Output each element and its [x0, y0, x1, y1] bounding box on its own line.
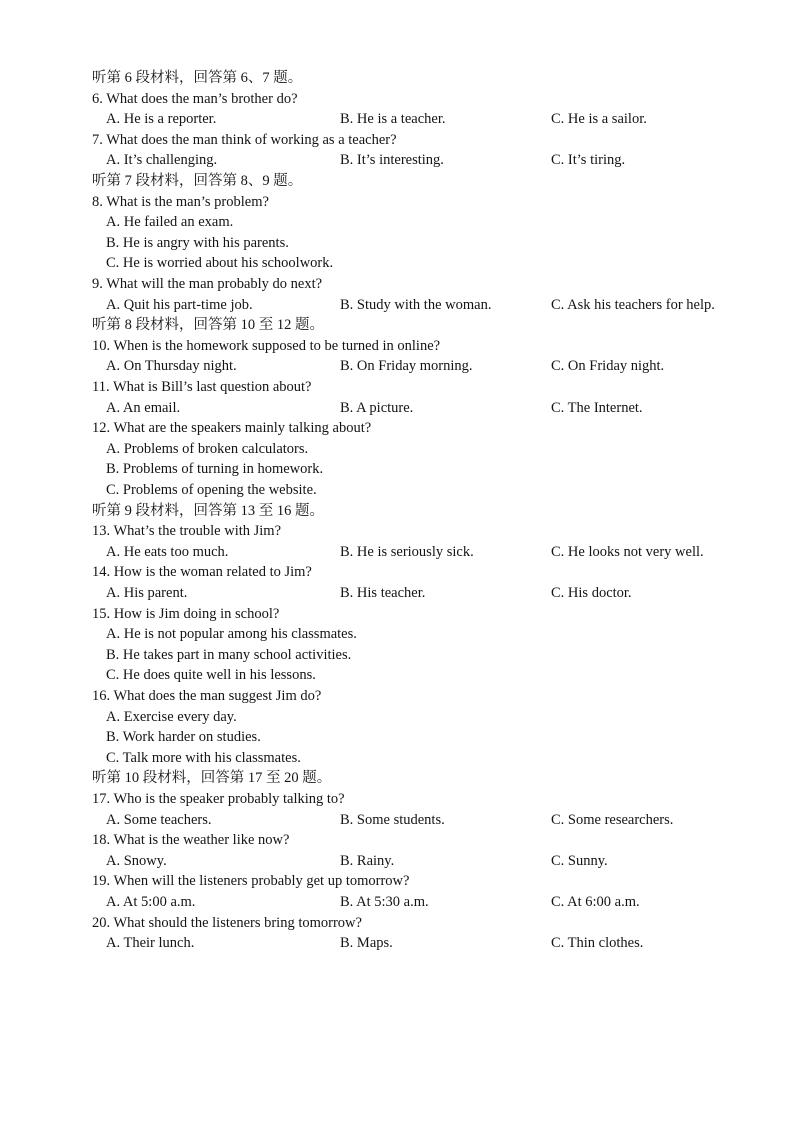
answer-option: A. Quit his part-time job. — [106, 296, 253, 313]
answer-option: C. Sunny. — [551, 852, 608, 869]
answer-option: C. Problems of opening the website. — [106, 482, 317, 498]
section-heading: 听第 7 段材料，回答第 8、9 题。 — [92, 173, 303, 189]
answer-option: B. Some students. — [340, 811, 445, 828]
answer-option: C. He is a sailor. — [551, 111, 647, 128]
answer-option: B. At 5:30 a.m. — [340, 894, 429, 910]
answer-option: C. He is worried about his schoolwork. — [106, 255, 334, 272]
question-stem: 19. When will the listeners probably get up tomorrow? — [92, 873, 410, 890]
question-stem: 14. How is the woman related to Jim? — [92, 564, 312, 581]
answer-option: A. He is not popular among his classmates. — [106, 626, 357, 643]
answer-option: C. At 6:00 a.m. — [551, 894, 640, 910]
answer-option: C. Ask his teachers for help. — [551, 296, 715, 313]
answer-option: B. Problems of turning in homework. — [106, 461, 324, 478]
answer-option: C. Thin clothes. — [551, 935, 644, 952]
question-stem: 10. When is the homework supposed to be turned in online? — [92, 337, 441, 354]
answer-option: B. His teacher. — [340, 585, 426, 601]
answer-option: C. On Friday night. — [551, 358, 665, 375]
answer-option: C. The Internet. — [551, 399, 643, 416]
question-stem: 13. What’s the trouble with Jim? — [92, 523, 282, 540]
answer-option: A. Some teachers. — [106, 811, 212, 828]
answer-option: B. He is a teacher. — [340, 111, 446, 128]
answer-option: A. On Thursday night. — [106, 358, 237, 375]
answer-option: A. Problems of broken calculators. — [106, 440, 309, 457]
answer-option: B. Work harder on studies. — [106, 729, 261, 746]
answer-option: B. A picture. — [340, 399, 414, 416]
answer-option: A. At 5:00 a.m. — [106, 894, 196, 910]
question-stem: 7. What does the man think of working as a teacher? — [92, 131, 397, 148]
answer-option: B. He is angry with his parents. — [106, 234, 289, 251]
section-heading: 听第 10 段材料，回答第 17 至 20 题。 — [92, 770, 332, 787]
answer-option: C. His doctor. — [551, 585, 632, 601]
answer-option: A. His parent. — [106, 585, 188, 601]
answer-option: C. He does quite well in his lessons. — [106, 667, 316, 684]
answer-option: B. Rainy. — [340, 852, 395, 869]
answer-option: B. On Friday morning. — [340, 358, 473, 375]
section-heading: 听第 9 段材料，回答第 13 至 16 题。 — [92, 502, 324, 519]
answer-option: A. Their lunch. — [106, 935, 195, 952]
section-heading: 听第 6 段材料，回答第 6、7 题。 — [92, 70, 303, 86]
answer-option: A. He eats too much. — [106, 543, 229, 560]
question-stem: 20. What should the listeners bring tomorrow? — [92, 914, 362, 931]
answer-option: B. He is seriously sick. — [340, 543, 474, 560]
answer-option: B. He takes part in many school activities. — [106, 646, 352, 663]
answer-option: B. It’s interesting. — [340, 152, 444, 169]
answer-option: C. He looks not very well. — [551, 543, 704, 560]
question-stem: 9. What will the man probably do next? — [92, 276, 323, 292]
answer-option: A. He is a reporter. — [106, 111, 217, 128]
answer-option: C. It’s tiring. — [551, 152, 626, 169]
answer-option: A. He failed an exam. — [106, 214, 234, 231]
section-heading: 听第 8 段材料，回答第 10 至 12 题。 — [92, 317, 324, 334]
answer-option: C. Talk more with his classmates. — [106, 749, 301, 766]
question-stem: 6. What does the man’s brother do? — [92, 90, 298, 107]
answer-option: B. Maps. — [340, 935, 393, 952]
answer-option: A. Exercise every day. — [106, 708, 237, 725]
question-stem: 12. What are the speakers mainly talking about? — [92, 420, 372, 437]
question-stem: 18. What is the weather like now? — [92, 832, 290, 849]
question-stem: 17. Who is the speaker probably talking to? — [92, 791, 345, 807]
question-stem: 8. What is the man’s problem? — [92, 193, 269, 210]
question-stem: 16. What does the man suggest Jim do? — [92, 688, 322, 704]
answer-option: A. Snowy. — [106, 852, 167, 869]
answer-option: C. Some researchers. — [551, 811, 674, 828]
answer-option: A. An email. — [106, 399, 181, 416]
answer-option: B. Study with the woman. — [340, 296, 492, 313]
question-stem: 11. What is Bill’s last question about? — [92, 379, 312, 395]
question-stem: 15. How is Jim doing in school? — [92, 605, 280, 622]
answer-option: A. It’s challenging. — [106, 152, 218, 169]
